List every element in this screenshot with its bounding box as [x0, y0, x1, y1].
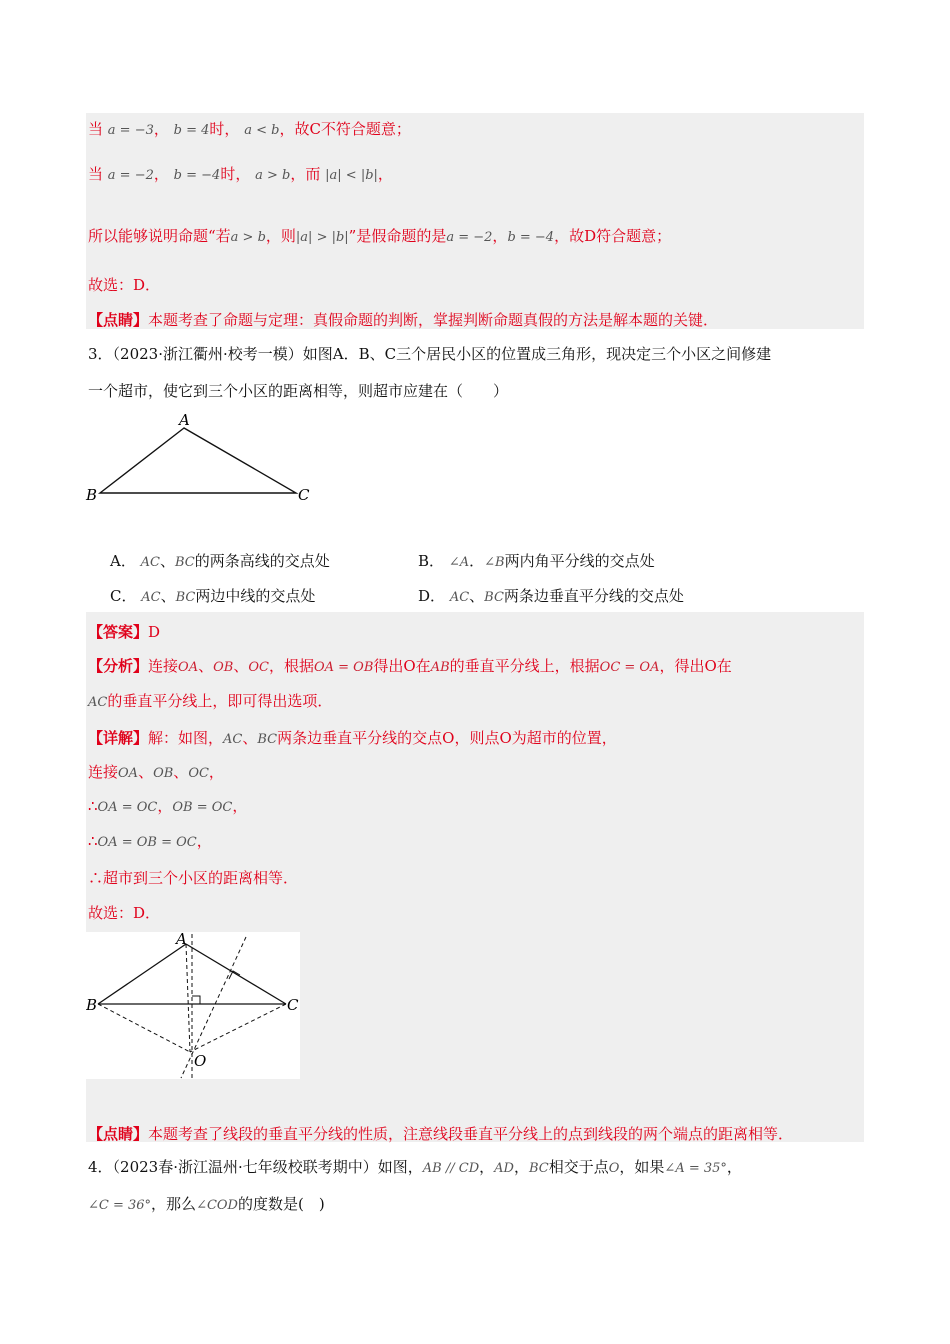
label-a: A: [179, 411, 190, 429]
q3-answer: 【答案】D: [88, 623, 161, 641]
option-b[interactable]: B． ∠A．∠B两内角平分线的交点处: [418, 552, 655, 570]
q3-triangle-figure: [84, 410, 314, 510]
q3-line-1: 3．（2023·浙江衢州·校考一模）如图A．B、C三个居民小区的位置成三角形，现决定三个小区之间修建: [88, 345, 772, 363]
solution-select: 故选：D．: [88, 276, 161, 294]
solution-line-3: 所以能够说明命题“若a > b，则|a| > |b|”是假命题的是a = −2，b = −4，故D符合题意；: [88, 227, 672, 245]
option-c[interactable]: C． AC、BC两边中线的交点处: [110, 587, 316, 605]
q3-select: 故选：D．: [88, 904, 161, 922]
q3-comment: 【点睛】本题考查了线段的垂直平分线的性质，注意线段垂直平分线上的点到线段的两个端点的距离相等．: [88, 1125, 794, 1143]
option-d[interactable]: D． AC、BC两条边垂直平分线的交点处: [418, 587, 684, 605]
label-b: B: [86, 996, 98, 1014]
q3-detail-line-5: ∴超市到三个小区的距离相等．: [88, 869, 299, 887]
q3-detail-line-2: 连接OA、OB、OC，: [88, 763, 224, 781]
q4-line-1: 4．（2023春·浙江温州·七年级校联考期中）如图，AB // CD，AD，BC相交于点O，如果∠A = 35°，: [88, 1158, 742, 1176]
triangle-abc: [100, 428, 296, 493]
solution-background-top: [86, 113, 864, 329]
q3-detail-line-3: ∴OA = OC，OB = OC，: [88, 797, 248, 815]
label-c: C: [298, 486, 310, 504]
q3-analysis-line-1: 【分析】连接OA、OB、OC，根据OA = OB得出O在AB的垂直平分线上，根据OC = OA，得出O在: [88, 657, 732, 675]
q3-analysis-line-2: AC的垂直平分线上，即可得出选项．: [88, 692, 333, 710]
label-c: C: [287, 996, 299, 1014]
option-a[interactable]: A． AC、BC的两条高线的交点处: [110, 552, 330, 570]
solution-line-1: 当 a = −3， b = 4时， a < b，故C不符合题意；: [88, 120, 411, 138]
q3-solution-figure: [86, 932, 300, 1079]
solution-comment: 【点睛】本题考查了命题与定理：真假命题的判断，掌握判断命题真假的方法是解本题的关键．: [88, 311, 719, 329]
solution-line-2: 当 a = −2， b = −4时， a > b，而 |a| < |b|，: [88, 165, 393, 183]
q3-detail-line-4: ∴OA = OB = OC，: [88, 832, 212, 850]
label-b: B: [86, 486, 98, 504]
q3-detail-line-1: 【详解】解：如图，AC、BC两条边垂直平分线的交点O，则点O为超市的位置，: [88, 729, 617, 747]
label-a: A: [176, 932, 187, 948]
q4-line-2: ∠C = 36°，那么∠COD的度数是( ): [88, 1195, 325, 1213]
q3-line-2: 一个超市，使它到三个小区的距离相等，则超市应建在（ ）: [88, 382, 509, 400]
label-o: O: [194, 1052, 207, 1070]
